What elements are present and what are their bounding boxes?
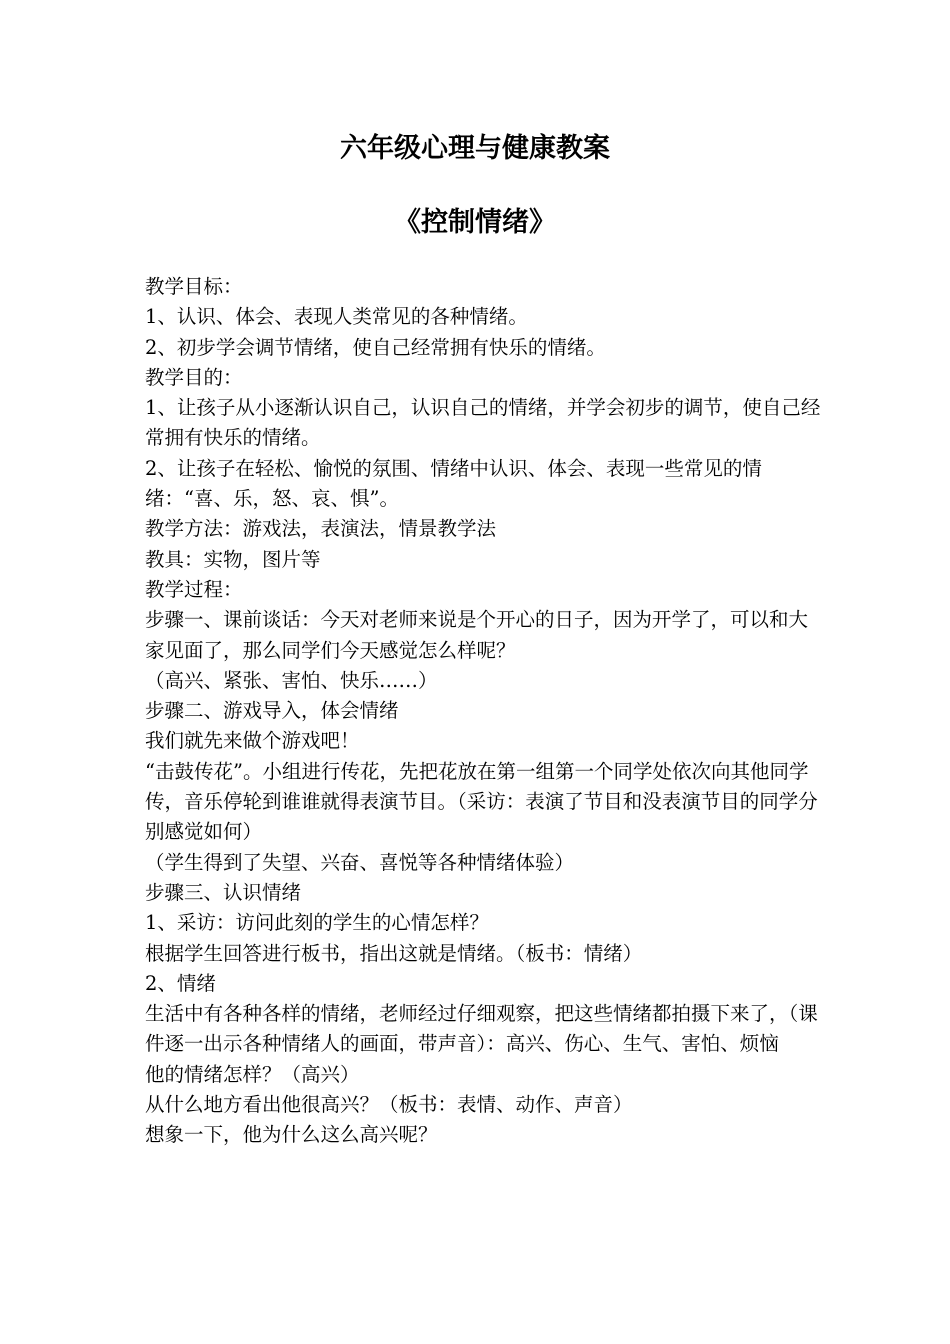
paragraph: 教学方法：游戏法，表演法，情景教学法 xyxy=(145,517,497,541)
paragraph: 他的情绪怎样？（高兴） xyxy=(145,1062,360,1086)
paragraph: （学生得到了失望、兴奋、喜悦等各种情绪体验） xyxy=(145,850,575,874)
paragraph: 2、情绪 xyxy=(145,971,216,995)
paragraph: 教学过程： xyxy=(145,577,243,601)
paragraph: 教具：实物，图片等 xyxy=(145,547,321,571)
document-title: 六年级心理与健康教案 xyxy=(340,133,610,164)
document-subtitle: 《控制情绪》 xyxy=(394,207,556,238)
paragraph: 步骤一、课前谈话：今天对老师来说是个开心的日子，因为开学了，可以和大家见面了，那么同学们今天感觉怎么样呢？ xyxy=(145,608,809,662)
paragraph: 1、让孩子从小逐渐认识自己，认识自己的情绪，并学会初步的调节，使自己经常拥有快乐的情绪。 xyxy=(145,396,821,450)
paragraph: 步骤二、游戏导入，体会情绪 xyxy=(145,699,399,723)
paragraph: 教学目标： xyxy=(145,275,243,298)
document-body xyxy=(145,272,825,1151)
paragraph: 1、认识、体会、表现人类常见的各种情绪。 xyxy=(145,305,528,329)
paragraph: 想象一下，他为什么这么高兴呢？ xyxy=(145,1123,438,1147)
paragraph: 教学目的： xyxy=(145,365,243,389)
paragraph: 2、让孩子在轻松、愉悦的氛围、情绪中认识、体会、表现一些常见的情绪：“喜、乐，怒、哀、惧”。 xyxy=(145,456,762,511)
paragraph: 从什么地方看出他很高兴？（板书：表情、动作、声音） xyxy=(145,1093,633,1117)
paragraph: “击鼓传花”。小组进行传花，先把花放在第一组第一个同学处依次向其他同学传，音乐停轮到谁谁就得表演节目。（采访：表演了节目和没表演节目的同学分别感觉如何） xyxy=(145,759,818,844)
paragraph: （高兴、紧张、害怕、快乐……） xyxy=(145,668,438,692)
paragraph: 我们就先来做个游戏吧！ xyxy=(145,729,360,753)
paragraph: 步骤三、认识情绪 xyxy=(145,880,302,904)
paragraph: 1、采访：访问此刻的学生的心情怎样？ xyxy=(145,911,489,935)
paragraph: 根据学生回答进行板书，指出这就是情绪。（板书：情绪） xyxy=(145,941,643,965)
paragraph: 2、初步学会调节情绪，使自己经常拥有快乐的情绪。 xyxy=(145,335,606,359)
paragraph: 生活中有各种各样的情绪，老师经过仔细观察，把这些情绪都拍摄下来了，（课件逐一出示各种情绪人的画面，带声音）：高兴、伤心、生气、害怕、烦恼 xyxy=(145,1002,818,1056)
